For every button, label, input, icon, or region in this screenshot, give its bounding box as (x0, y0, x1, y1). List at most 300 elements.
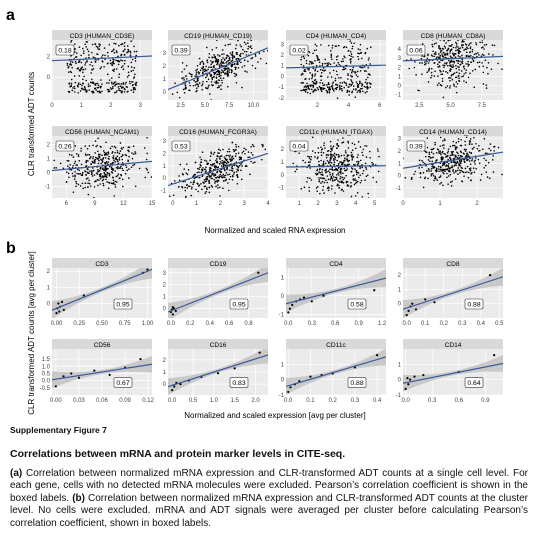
cell-point (331, 188, 333, 190)
y-tick-label: 0 (280, 172, 284, 179)
cell-point (226, 164, 228, 166)
data-point (376, 354, 378, 356)
cell-point (445, 153, 447, 155)
cell-point (452, 151, 454, 153)
cell-point (67, 67, 69, 69)
cell-point (206, 187, 208, 189)
cell-point (335, 168, 337, 170)
cell-point (434, 70, 436, 72)
cell-point (214, 163, 216, 165)
cell-point (75, 161, 77, 163)
cell-point (231, 170, 233, 172)
cell-point (352, 199, 354, 201)
cell-point (343, 160, 345, 162)
cell-point (124, 42, 126, 44)
cell-point (243, 151, 245, 153)
x-tick-label: 1.0 (209, 398, 219, 404)
cell-point (204, 179, 206, 181)
cell-point (206, 47, 208, 49)
cell-point (340, 169, 342, 171)
cell-point (126, 170, 128, 172)
cell-point (458, 80, 460, 82)
cell-point (334, 155, 336, 157)
cell-point (94, 174, 96, 176)
cell-point (212, 79, 214, 81)
data-point (172, 313, 174, 315)
cell-point (455, 142, 457, 144)
y-tick-label: 2 (397, 148, 401, 155)
cell-point (82, 48, 84, 50)
cell-point (338, 185, 340, 187)
cell-point (208, 66, 210, 68)
cell-point (215, 186, 217, 188)
cell-point (185, 85, 187, 87)
cell-point (216, 47, 218, 49)
cell-point (91, 174, 93, 176)
cell-point (195, 81, 197, 83)
cell-point (447, 49, 449, 51)
cell-point (429, 67, 431, 69)
cell-point (421, 62, 423, 64)
cell-point (427, 178, 429, 180)
x-tick-label: 0.0 (166, 321, 176, 327)
cell-point (413, 173, 415, 175)
cell-point (72, 87, 74, 89)
cell-point (111, 168, 113, 170)
cell-point (130, 89, 132, 91)
cell-point (322, 186, 324, 188)
cell-point (134, 164, 136, 166)
cell-point (63, 167, 65, 169)
cell-point (483, 54, 485, 56)
cell-point (236, 168, 238, 170)
cell-point (420, 176, 422, 178)
cell-point (131, 166, 133, 168)
cell-point (112, 170, 114, 172)
cell-point (333, 176, 335, 178)
cell-point (358, 161, 360, 163)
cell-point (205, 69, 207, 71)
cell-point (331, 58, 333, 60)
cell-point (169, 195, 171, 197)
cell-point (440, 152, 442, 154)
cell-point (117, 175, 119, 177)
cell-point (331, 55, 333, 57)
cell-point (434, 53, 436, 55)
cell-point (199, 177, 201, 179)
cell-point (452, 169, 454, 171)
cell-point (233, 149, 235, 151)
cell-point (238, 67, 240, 69)
cell-point (498, 147, 500, 149)
cell-point (454, 145, 456, 147)
cell-point (132, 84, 134, 86)
cell-point (92, 56, 94, 58)
cell-point (354, 184, 356, 186)
cell-point (235, 67, 237, 69)
cell-point (210, 153, 212, 155)
cell-point (86, 61, 88, 63)
cell-point (492, 54, 494, 56)
cell-point (470, 42, 472, 44)
cell-point (246, 71, 248, 73)
cell-point (442, 145, 444, 147)
cell-point (117, 152, 119, 154)
cell-point (451, 167, 453, 169)
cell-point (339, 171, 341, 173)
cell-point (93, 156, 95, 158)
y-tick-label: 0 (162, 306, 166, 313)
cell-point (231, 167, 233, 169)
data-point (289, 386, 291, 388)
cell-point (445, 71, 447, 73)
cell-point (122, 178, 124, 180)
data-point (406, 314, 408, 316)
cell-point (69, 82, 71, 84)
cell-point (124, 63, 126, 65)
cell-point (95, 157, 97, 159)
cell-point (211, 81, 213, 83)
cell-point (330, 151, 332, 153)
cell-point (458, 162, 460, 164)
cell-point (247, 42, 249, 44)
cell-point (144, 147, 146, 149)
cell-point (240, 46, 242, 48)
cell-point (346, 84, 348, 86)
cell-point (124, 91, 126, 93)
cell-point (82, 183, 84, 185)
cell-point (300, 64, 302, 66)
cell-point (442, 48, 444, 50)
cell-point (184, 187, 186, 189)
y-tick-label: 0 (280, 74, 284, 81)
cell-point (336, 174, 338, 176)
cell-point (107, 52, 109, 54)
cell-point (120, 167, 122, 169)
cell-point (236, 171, 238, 173)
cell-point (336, 160, 338, 162)
cell-point (90, 81, 92, 83)
cell-point (111, 83, 113, 85)
cell-point (324, 84, 326, 86)
cell-point (347, 90, 349, 92)
cell-point (346, 182, 348, 184)
cell-point (109, 79, 111, 81)
cell-point (332, 85, 334, 87)
cell-point (224, 156, 226, 158)
cell-point (93, 197, 95, 199)
cell-point (189, 82, 191, 84)
cell-point (204, 192, 206, 194)
y-tick-label: 3 (397, 56, 401, 63)
cell-point (317, 147, 319, 149)
cell-point (77, 85, 79, 87)
cell-point (122, 170, 124, 172)
cell-point (226, 57, 228, 59)
cell-point (80, 70, 82, 72)
cell-point (86, 165, 88, 167)
cell-point (470, 138, 472, 140)
cell-point (233, 64, 235, 66)
cell-point (460, 145, 462, 147)
cell-point (456, 81, 458, 83)
cell-point (218, 156, 220, 158)
cell-point (199, 167, 201, 169)
cell-point (318, 181, 320, 183)
cell-point (214, 182, 216, 184)
cell-point (86, 178, 88, 180)
cell-point (323, 152, 325, 154)
cell-point (307, 85, 309, 87)
data-point (83, 294, 85, 296)
cell-point (184, 83, 186, 85)
cell-point (209, 176, 211, 178)
cell-point (320, 182, 322, 184)
cell-point (448, 45, 450, 47)
cell-point (292, 162, 294, 164)
x-tick-label: 0.2 (186, 321, 195, 327)
cell-point (118, 86, 120, 88)
cell-point (69, 86, 71, 88)
cell-point (323, 70, 325, 72)
cell-point (466, 46, 468, 48)
cell-point (80, 150, 82, 152)
cell-point (421, 58, 423, 60)
cell-point (322, 65, 324, 67)
caption-b-text: Correlation between normalized mRNA expression and CLR-transformed ADT counts at the cluster level. No cells were excluded. mRNA and ADT signals were averaged per cluster before calculating Pearson’s correlation coefficient, shown in boxed labels. (10, 492, 528, 529)
cell-point (101, 83, 103, 85)
cell-point (218, 64, 220, 66)
cell-point (338, 174, 340, 176)
correlation-value: 0.64 (467, 379, 481, 387)
cell-point (439, 55, 441, 57)
cell-point (414, 67, 416, 69)
cell-point (78, 160, 80, 162)
cell-point (327, 150, 329, 152)
cell-point (302, 160, 304, 162)
cell-point (242, 152, 244, 154)
cell-point (433, 148, 435, 150)
cell-point (210, 99, 212, 101)
cell-point (459, 51, 461, 53)
cell-point (114, 68, 116, 70)
cell-point (442, 56, 444, 58)
cell-point (219, 195, 221, 197)
cell-point (425, 156, 427, 158)
cell-point (108, 156, 110, 158)
cell-point (300, 188, 302, 190)
cell-point (305, 91, 307, 93)
cell-point (208, 57, 210, 59)
cell-point (465, 150, 467, 152)
cell-point (364, 145, 366, 147)
cell-point (216, 158, 218, 160)
cell-point (240, 62, 242, 64)
cell-point (317, 173, 319, 175)
cell-point (133, 91, 135, 93)
cell-point (346, 168, 348, 170)
cell-point (189, 73, 191, 75)
cell-point (225, 174, 227, 176)
cell-point (240, 159, 242, 161)
cell-point (237, 58, 239, 60)
facet-title: CD14 (HUMAN_CD14) (419, 128, 487, 136)
cell-point (447, 165, 449, 167)
cell-point (128, 66, 130, 68)
cell-point (102, 180, 104, 182)
cell-point (103, 185, 105, 187)
cell-point (323, 142, 325, 144)
cell-point (87, 154, 89, 156)
cell-point (131, 152, 133, 154)
cell-point (378, 156, 380, 158)
cell-point (362, 149, 364, 151)
x-tick-label: 0.4 (476, 321, 485, 327)
cell-point (119, 61, 121, 63)
cell-point (303, 89, 305, 91)
cell-point (463, 153, 465, 155)
y-tick-label: 2 (397, 65, 401, 72)
cell-point (476, 53, 478, 55)
cell-point (198, 185, 200, 187)
cell-point (223, 161, 225, 163)
data-point (61, 301, 63, 303)
cell-point (428, 159, 430, 161)
cell-point (344, 157, 346, 159)
cell-point (424, 178, 426, 180)
cell-point (327, 64, 329, 66)
cell-point (427, 54, 429, 56)
facet-a-cd56 (45, 126, 157, 207)
cell-point (378, 171, 380, 173)
cell-point (89, 28, 91, 30)
cell-point (330, 64, 332, 66)
cell-point (135, 82, 137, 84)
cell-point (334, 158, 336, 160)
cell-point (468, 45, 470, 47)
cell-point (357, 154, 359, 156)
cell-point (442, 64, 444, 66)
x-tick-label: 1 (297, 201, 301, 207)
x-tick-label: 3 (242, 201, 246, 207)
cell-point (352, 67, 354, 69)
cell-point (220, 64, 222, 66)
cell-point (453, 47, 455, 49)
cell-point (221, 69, 223, 71)
cell-point (209, 53, 211, 55)
cell-point (318, 152, 320, 154)
y-tick-label: 2 (162, 282, 166, 289)
cell-point (447, 54, 449, 56)
cell-point (367, 85, 369, 87)
cell-point (460, 139, 462, 141)
cell-point (321, 154, 323, 156)
cell-point (217, 171, 219, 173)
cell-point (106, 154, 108, 156)
y-tick-label: 3 (162, 270, 166, 277)
cell-point (214, 152, 216, 154)
x-tick-label: 0 (50, 103, 54, 109)
cell-point (217, 63, 219, 65)
cell-point (204, 160, 206, 162)
cell-point (329, 90, 331, 92)
cell-point (350, 51, 352, 53)
cell-point (121, 148, 123, 150)
cell-point (95, 61, 97, 63)
cell-point (341, 86, 343, 88)
cell-point (114, 161, 116, 163)
cell-point (100, 178, 102, 180)
cell-point (201, 172, 203, 174)
cell-point (319, 61, 321, 63)
cell-point (228, 71, 230, 73)
x-tick-label: 15 (148, 201, 156, 207)
x-tick-label: 0.4 (205, 321, 214, 327)
cell-point (452, 161, 454, 163)
cell-point (93, 68, 95, 70)
cell-point (351, 92, 353, 94)
cell-point (513, 48, 515, 50)
cell-point (260, 58, 262, 60)
cell-point (329, 172, 331, 174)
cell-point (445, 165, 447, 167)
cell-point (186, 78, 188, 80)
cell-point (322, 189, 324, 191)
cell-point (198, 171, 200, 173)
cell-point (235, 153, 237, 155)
cell-point (463, 171, 465, 173)
cell-point (115, 59, 117, 61)
cell-point (115, 186, 117, 188)
cell-point (219, 80, 221, 82)
cell-point (428, 81, 430, 83)
cell-point (326, 84, 328, 86)
cell-point (333, 62, 335, 64)
data-point (234, 367, 236, 369)
cell-point (269, 164, 271, 166)
data-point (173, 385, 175, 387)
cell-point (76, 183, 78, 185)
cell-point (452, 145, 454, 147)
cell-point (133, 89, 135, 91)
y-tick-label: 2 (162, 151, 166, 158)
cell-point (440, 154, 442, 156)
cell-point (346, 47, 348, 49)
cell-point (305, 89, 307, 91)
cell-point (193, 175, 195, 177)
cell-point (432, 164, 434, 166)
cell-point (89, 64, 91, 66)
cell-point (226, 54, 228, 56)
cell-point (445, 87, 447, 89)
cell-point (211, 175, 213, 177)
cell-point (467, 63, 469, 65)
cell-point (70, 71, 72, 73)
cell-point (450, 162, 452, 164)
cell-point (463, 41, 465, 43)
cell-point (452, 53, 454, 55)
cell-point (197, 168, 199, 170)
cell-point (210, 155, 212, 157)
cell-point (200, 183, 202, 185)
cell-point (232, 51, 234, 53)
cell-point (272, 51, 274, 53)
cell-point (223, 164, 225, 166)
cell-point (465, 172, 467, 174)
cell-point (234, 73, 236, 75)
cell-point (156, 105, 158, 107)
cell-point (440, 167, 442, 169)
